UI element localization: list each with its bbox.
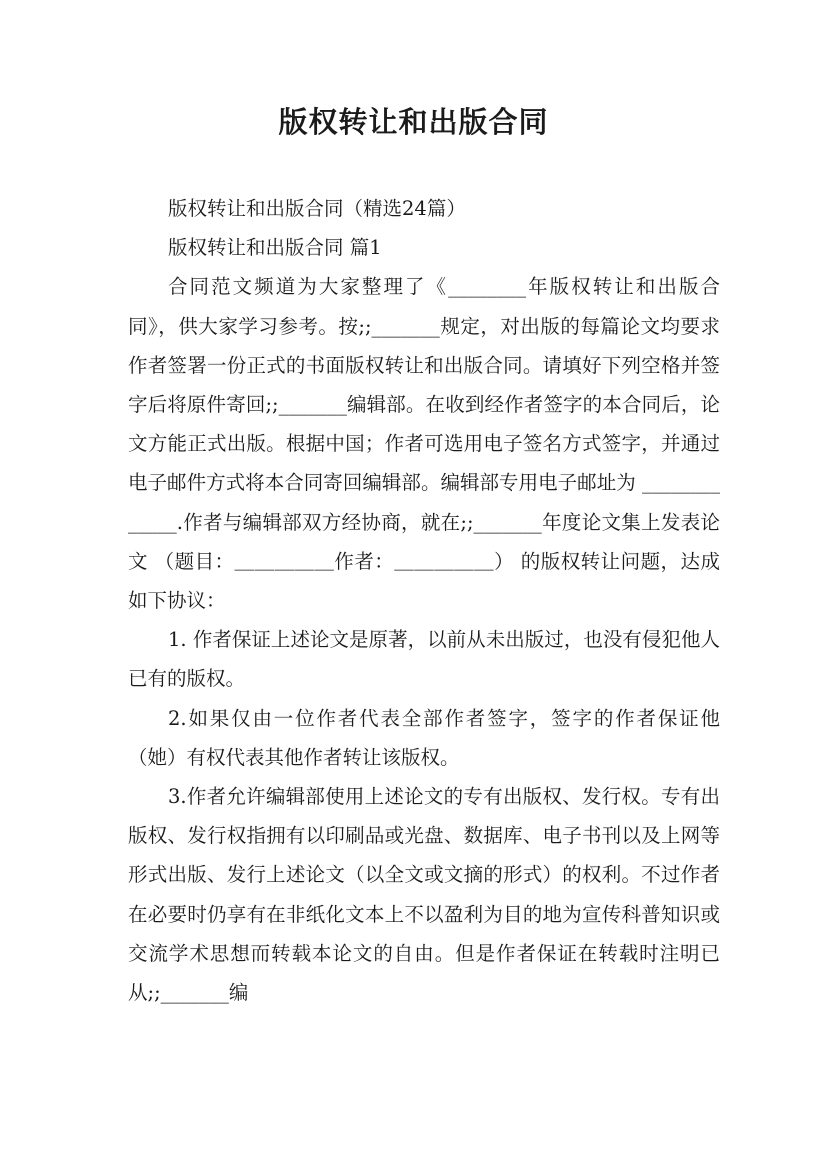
- clause-3-paragraph: 3.作者允许编辑部使用上述论文的专有出版权、发行权。专有出版权、发行权指拥有以印刷品或光盘、数据库、电子书刊以及上网等形式出版、发行上述论文（以全文或文摘的形式）的权利。不过作者在必要时仍享有在非纸化文本上不以盈利为目的地为宣传科普知识或交流学术思想而转载本论文的自由。但是作者保证在转载时注明已从;;_______编: [128, 785, 720, 1005]
- clause-1-paragraph: 1. 作者保证上述论文是原著，以前从未出版过，也没有侵犯他人已有的版权。: [128, 628, 720, 691]
- section-heading: 版权转让和出版合同 篇1: [168, 236, 382, 260]
- document-body: [128, 189, 720, 1012]
- clause-2-paragraph: 2.如果仅由一位作者代表全部作者签字，签字的作者保证他（她）有权代表其他作者转让该版权。: [128, 706, 720, 769]
- intro-paragraph: 合同范文频道为大家整理了《________年版权转让和出版合同》，供大家学习参考。按;;_______规定，对出版的每篇论文均要求作者签署一份正式的书面版权转让和出版合同。请填好下列空格并签字后将原件寄回;;_______编辑部。在收到经作者签字的本合同后，论文方能正式出版。根据中国；作者可选用电子签名方式签字，并通过电子邮件方式将本合同寄回编辑部。编辑部专用电子邮址为 _____________.作者与编辑部双方经协商，就在;;_______年度论文集上发表论文 （题目：＿＿＿＿＿作者：＿＿＿＿＿） 的版权转让问题，达成如下协议：: [128, 275, 720, 613]
- document-subtitle: 版权转让和出版合同（精选24篇）: [168, 197, 466, 220]
- document-title: 版权转让和出版合同: [278, 105, 549, 139]
